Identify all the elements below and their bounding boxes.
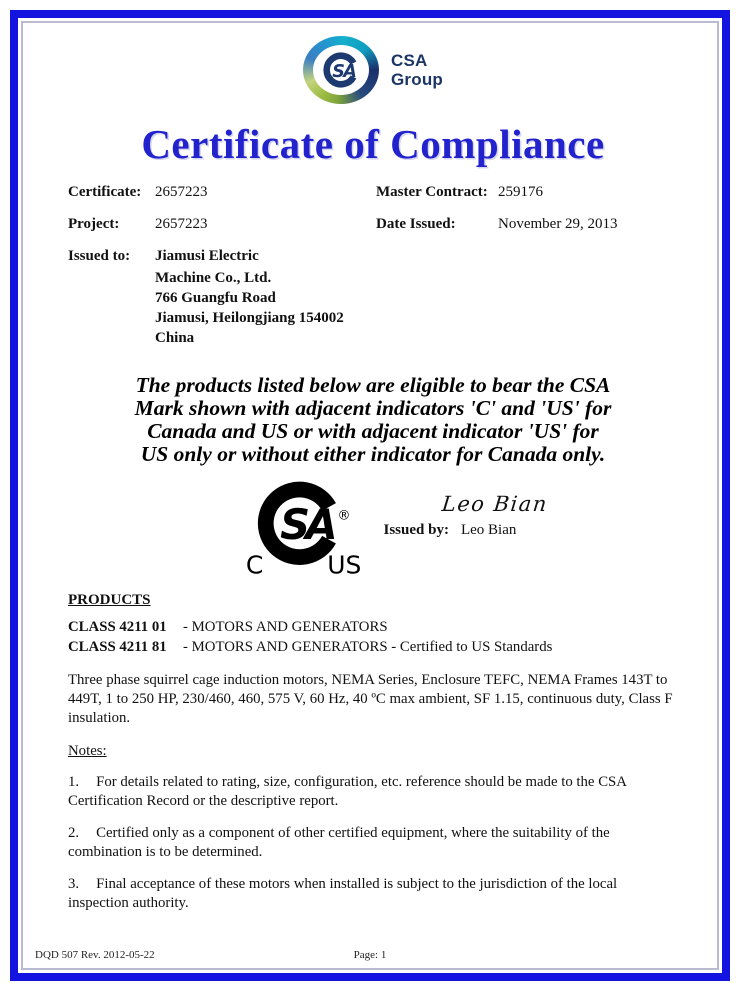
signature-column xyxy=(384,476,599,578)
note-item xyxy=(68,875,678,913)
project-label: Project: xyxy=(68,216,120,232)
products-heading: PRODUCTS xyxy=(68,592,151,608)
note-text: Final acceptance of these motors when installed is subject to the jurisdiction of the local inspection authority. xyxy=(68,876,618,911)
issued-to-row xyxy=(68,248,678,265)
certificate-meta xyxy=(68,184,678,348)
date-issued-value: November 29, 2013 xyxy=(498,216,618,232)
svg-text:SA: SA xyxy=(332,62,356,83)
issued-to-address xyxy=(155,268,678,348)
mark-and-signature xyxy=(116,476,726,578)
svg-text:US: US xyxy=(326,550,361,578)
certificate-number: 2657223 xyxy=(155,184,208,200)
svg-text:SA: SA xyxy=(279,500,333,550)
class-row xyxy=(68,617,678,637)
issued-by-row xyxy=(384,522,599,539)
note-number: 2. xyxy=(68,825,80,841)
notes-section xyxy=(68,743,678,913)
statement-line: The products listed below are eligible to bear the CSA xyxy=(135,373,611,397)
certificate-content xyxy=(26,26,714,965)
address-line: Jiamusi, Heilongjiang 154002 xyxy=(155,310,344,326)
csa-group-wordmark xyxy=(391,51,443,89)
eligibility-statement xyxy=(68,374,678,466)
statement-line: Mark shown with adjacent indicators 'C' and 'US' for xyxy=(134,396,612,420)
date-issued-label: Date Issued: xyxy=(376,216,456,232)
csa-swirl-icon xyxy=(303,36,379,104)
issued-by-label: Issued by: xyxy=(383,522,449,538)
statement-line: Canada and US or with adjacent indicator 'US' for xyxy=(147,419,599,443)
note-number: 3. xyxy=(68,876,80,892)
meta-row-2 xyxy=(68,216,678,233)
class-code: CLASS 4211 81 xyxy=(68,639,167,655)
address-line: 766 Guangfu Road xyxy=(155,290,276,306)
products-section xyxy=(68,592,678,728)
class-desc: - MOTORS AND GENERATORS xyxy=(183,619,388,635)
note-text: Certified only as a component of other certified equipment, where the suitability of the combination is to be determined. xyxy=(68,825,610,860)
logo-line2: Group xyxy=(391,70,443,89)
statement-line: US only or without either indicator for Canada only. xyxy=(140,442,606,466)
issued-to-name: Jiamusi Electric xyxy=(155,248,259,264)
class-desc: - MOTORS AND GENERATORS - Certified to US Standards xyxy=(183,639,553,655)
issued-by-name: Leo Bian xyxy=(460,522,517,538)
address-line: China xyxy=(155,330,195,346)
csa-monogram-icon xyxy=(313,45,369,95)
page-title: Certificate of Compliance xyxy=(141,121,605,167)
notes-heading: Notes: xyxy=(68,743,107,759)
class-code: CLASS 4211 01 xyxy=(68,619,167,635)
project-number: 2657223 xyxy=(155,216,208,232)
class-table xyxy=(68,617,678,657)
csa-certification-mark-icon xyxy=(244,476,368,578)
csa-group-logo xyxy=(68,36,678,104)
issued-to-label: Issued to: xyxy=(68,248,131,264)
logo-line1: CSA xyxy=(391,51,428,70)
svg-text:®: ® xyxy=(336,508,350,524)
meta-row-1 xyxy=(68,184,678,201)
master-contract-label: Master Contract: xyxy=(376,184,488,200)
address-line: Machine Co., Ltd. xyxy=(155,270,272,286)
note-text: For details related to rating, size, configuration, etc. reference should be made to the CSA Certification Record or the descriptive report. xyxy=(68,774,627,809)
class-row xyxy=(68,637,678,657)
note-item xyxy=(68,824,678,862)
product-description: Three phase squirrel cage induction motors, NEMA Series, Enclosure TEFC, NEMA Frames 143T to 449T, 1 to 250 HP, 230/460, 460, 575 V, 60 Hz, 40 ºC max ambient, SF 1.15, continuous duty, Class F insulation. xyxy=(68,672,673,726)
signature-handwriting: Leo Bian xyxy=(440,492,549,516)
svg-text:C: C xyxy=(245,550,263,578)
note-number: 1. xyxy=(68,774,80,790)
certificate-label: Certificate: xyxy=(68,184,142,200)
page-footer xyxy=(35,949,705,961)
footer-page-number: Page: 1 xyxy=(353,949,387,961)
master-contract-number: 259176 xyxy=(498,184,543,200)
footer-doc-ref: DQD 507 Rev. 2012-05-22 xyxy=(35,949,155,961)
note-item xyxy=(68,773,678,811)
